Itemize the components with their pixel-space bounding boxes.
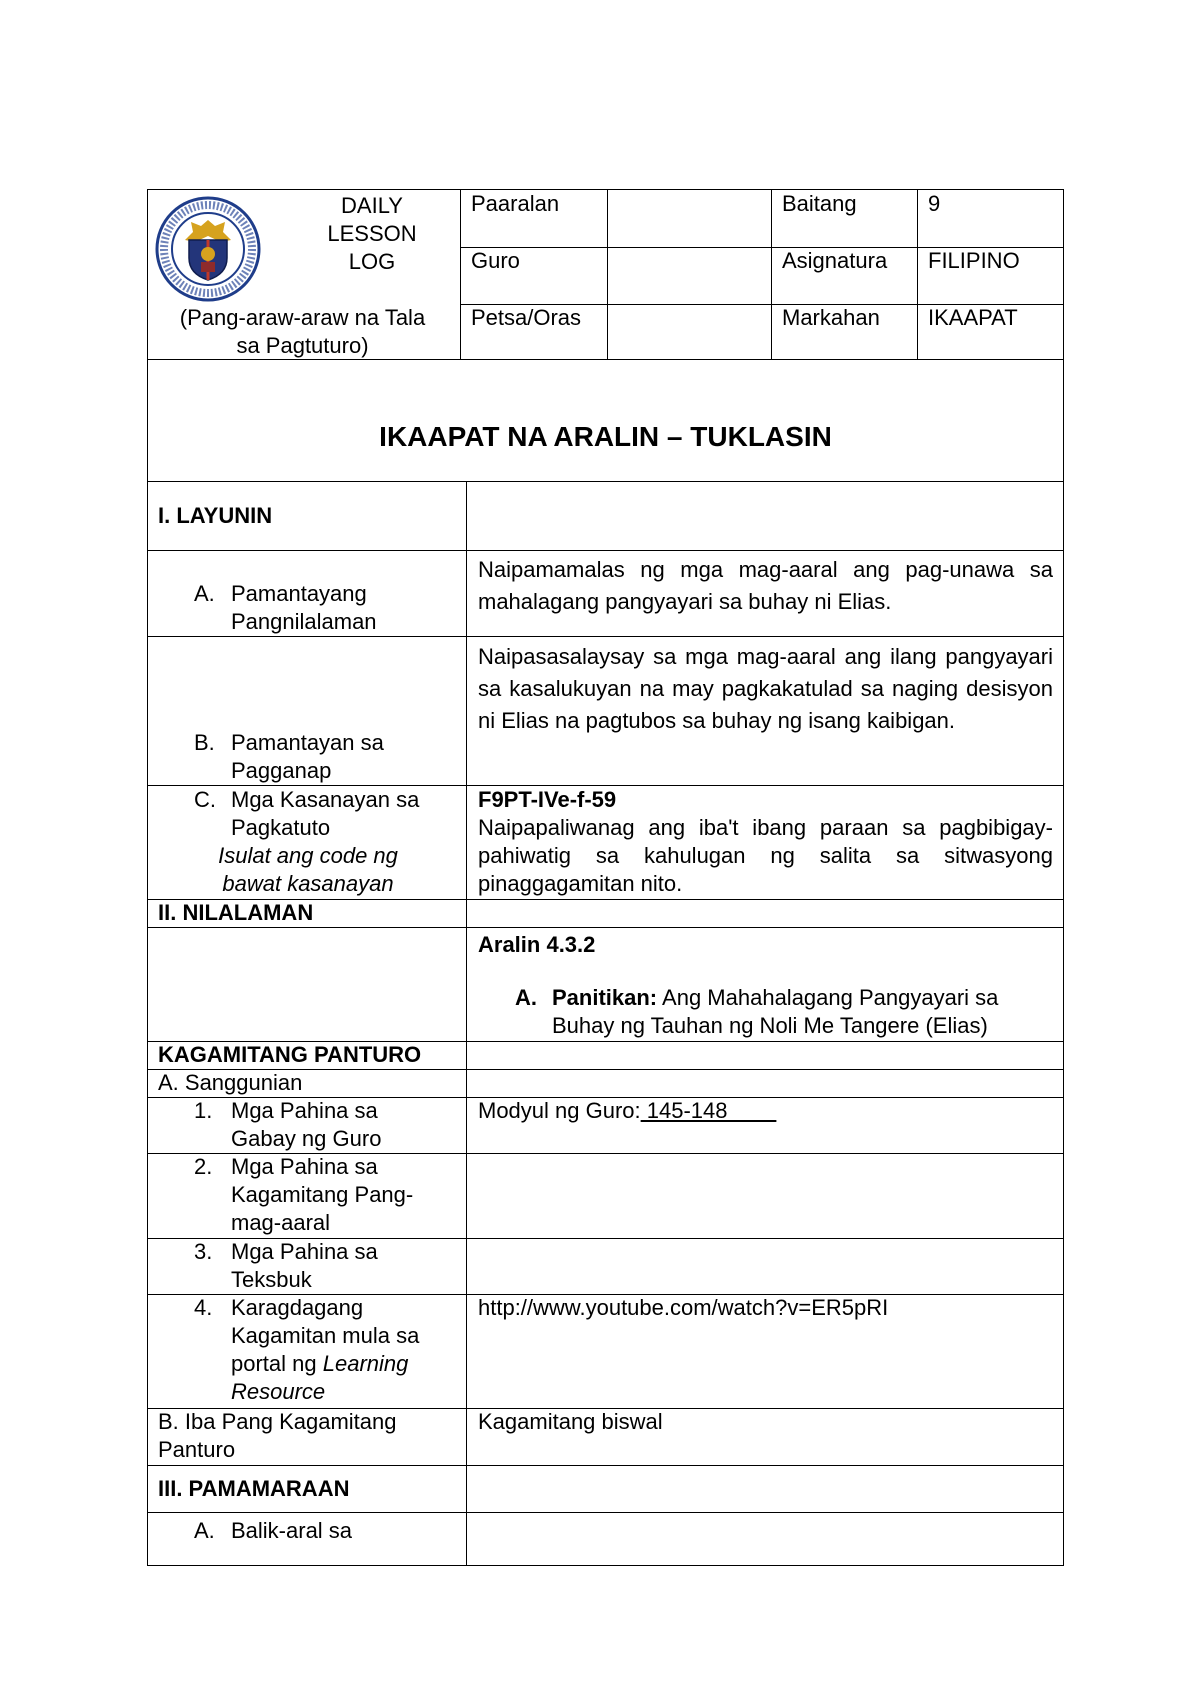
iba-pang-kagamitan-value: Kagamitang biswal (478, 1409, 663, 1434)
pamantayang-pangnilalaman-label: A. Pamantayang Pangnilalaman (194, 581, 377, 634)
kasanayan-note: Isulat ang code ng bawat kasanayan (218, 843, 398, 896)
pamamaraan-heading: III. PAMAMARAAN (158, 1476, 350, 1501)
sanggunian-label: A. Sanggunian (158, 1070, 303, 1095)
nilalaman-heading: II. NILALAMAN (158, 900, 314, 925)
sanggunian-item-1: 1. Mga Pahina sa Gabay ng Guro (194, 1098, 382, 1151)
quarter-label: Markahan (782, 305, 880, 330)
grade-label: Baitang (782, 191, 857, 216)
grade-value[interactable]: 9 (928, 191, 941, 216)
lesson-log-subtitle (150, 304, 455, 360)
subject-label: Asignatura (782, 248, 888, 273)
panitikan-item: A. Panitikan: Ang Mahahalagang Pangyayari sa Buhay ng Tauhan ng Noli Me Tangere (Elias) (515, 985, 999, 1038)
kasanayan-code: F9PT-IVe-f-59 (478, 787, 617, 812)
date-time-label: Petsa/Oras (471, 305, 582, 330)
balik-aral-label: A. Balik-aral sa (194, 1518, 353, 1543)
subject-value[interactable]: FILIPINO (928, 248, 1020, 273)
lesson-title: IKAAPAT NA ARALIN – TUKLASIN (379, 421, 832, 452)
sanggunian-item-2: 2. Mga Pahina sa Kagamitang Pang- mag-aaral (194, 1154, 414, 1235)
iba-pang-kagamitan-label: B. Iba Pang Kagamitang Panturo (158, 1409, 397, 1462)
teacher-label: Guro (471, 248, 520, 273)
title-line-1: DAILY (341, 193, 403, 218)
school-label: Paaralan (471, 191, 560, 216)
deped-seal-icon (155, 196, 261, 302)
learning-resource-link[interactable]: http://www.youtube.com/watch?v=ER5pRI (478, 1295, 889, 1320)
subtitle-line-2: sa Pagtuturo) (236, 333, 369, 358)
title-line-3: LOG (348, 249, 396, 274)
sanggunian-item-3: 3. Mga Pahina sa Teksbuk (194, 1239, 378, 1292)
lesson-title-row (147, 359, 1064, 482)
kagamitan-heading: KAGAMITANG PANTURO (158, 1042, 422, 1067)
daily-lesson-log-title (292, 192, 452, 276)
layunin-heading: I. LAYUNIN (158, 503, 273, 528)
kasanayan-label: C. Mga Kasanayan sa Pagkatuto (194, 787, 420, 840)
quarter-value[interactable]: IKAAPAT (928, 305, 1018, 330)
lesson-table (147, 481, 1064, 1566)
modyul-ng-guro-value: Modyul ng Guro: 145-148 (478, 1098, 777, 1123)
aralin-number: Aralin 4.3.2 (478, 932, 596, 957)
kasanayan-content: Naipapaliwanag ang iba't ibang paraan sa pagbibigay-pahiwatig sa kahulugan ng salita sa sitwasyong pinaggagamitan nito. (478, 815, 1053, 896)
pamantayan-sa-pagganap-label: B. Pamantayan sa Pagganap (194, 730, 384, 783)
pamantayang-pangnilalaman-content: Naipamamalas ng mga mag-aaral ang pag-unawa sa mahalagang pangyayari sa buhay ni Elias. (478, 557, 1053, 614)
sanggunian-item-4: 4. Karagdagang Kagamitan mula sa portal ng Learning Resource (194, 1295, 420, 1404)
title-line-2: LESSON (327, 221, 417, 246)
pamantayan-sa-pagganap-content: Naipasasalaysay sa mga mag-aaral ang ilang pangyayari sa kasalukuyan na may pagkakatulad sa naging desisyon ni Elias na pagtubos sa buhay ng isang kaibigan. (478, 644, 1053, 733)
subtitle-line-1: (Pang-araw-araw na Tala (179, 305, 426, 330)
